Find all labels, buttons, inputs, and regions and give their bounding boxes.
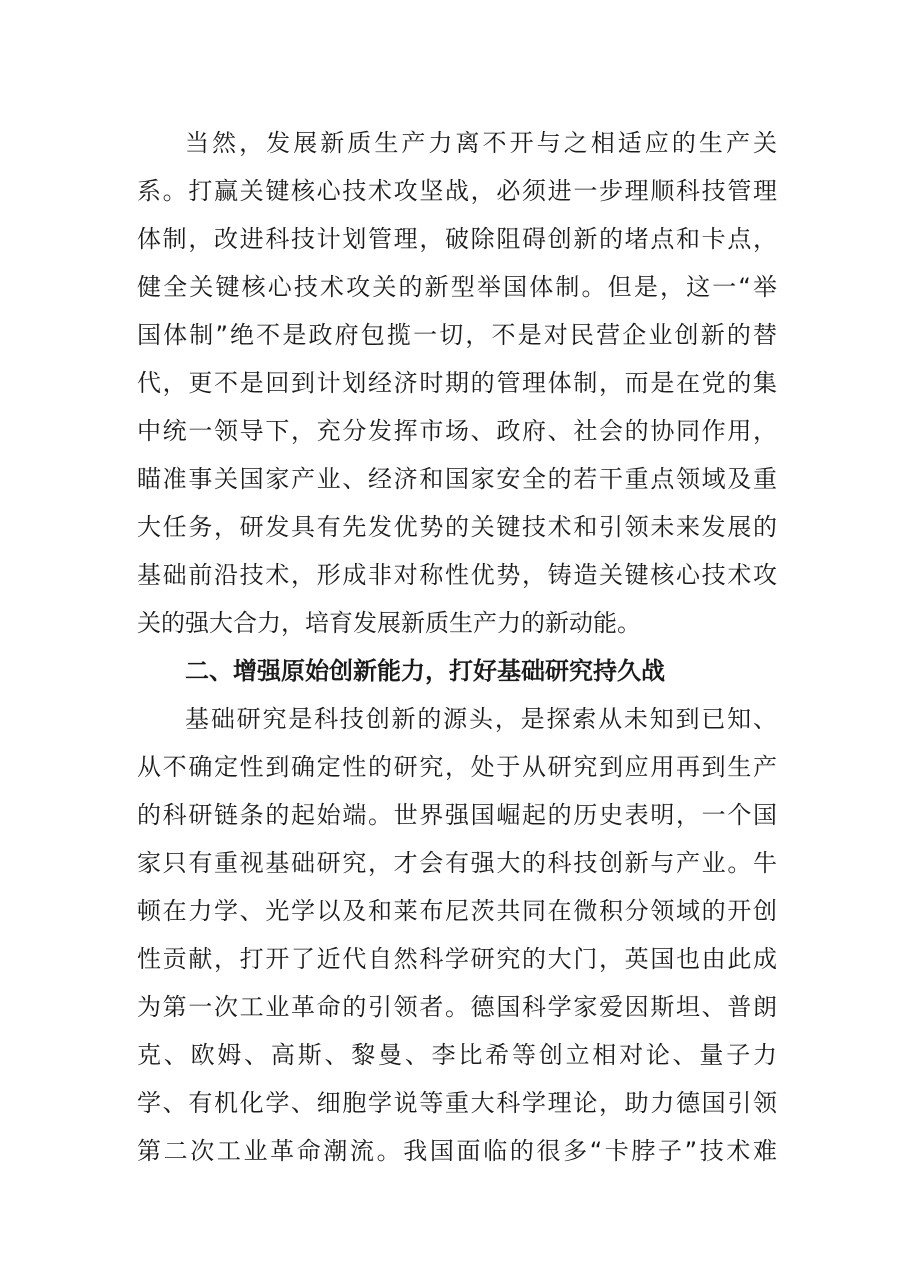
paragraph-1-line-10: 基础前沿技术，形成非对称性优势，铸造关键核心技术攻 [137, 561, 777, 589]
paragraph-2-line-6: 性贡献，打开了近代自然科学研究的大门，英国也由此成 [137, 945, 777, 973]
paragraph-1-line-2: 系。打赢关键核心技术攻坚战，必须进一步理顺科技管理 [137, 177, 777, 205]
paragraph-2-line-1: 基础研究是科技创新的源头，是探索从未知到已知、 [185, 705, 777, 733]
paragraph-1-line-4: 健全关键核心技术攻关的新型举国体制。但是，这一“举 [137, 273, 777, 301]
paragraph-1-line-1: 当然，发展新质生产力离不开与之相适应的生产关 [185, 129, 777, 157]
paragraph-2-line-4: 家只有重视基础研究，才会有强大的科技创新与产业。牛 [137, 849, 777, 877]
paragraph-1-line-3: 体制，改进科技计划管理，破除阻碍创新的堵点和卡点， [137, 225, 777, 253]
paragraph-2-line-9: 学、有机化学、细胞学说等重大科学理论，助力德国引领 [137, 1089, 777, 1117]
paragraph-2-line-10: 第二次工业革命潮流。我国面临的很多“卡脖子”技术难 [137, 1137, 777, 1165]
paragraph-2-line-2: 从不确定性到确定性的研究，处于从研究到应用再到生产 [137, 753, 777, 781]
paragraph-2-line-8: 克、欧姆、高斯、黎曼、李比希等创立相对论、量子力 [137, 1041, 777, 1069]
paragraph-1-line-7: 中统一领导下，充分发挥市场、政府、社会的协同作用， [137, 417, 777, 445]
paragraph-1-line-6: 代，更不是回到计划经济时期的管理体制，而是在党的集 [137, 369, 777, 397]
paragraph-2-line-7: 为第一次工业革命的引领者。德国科学家爱因斯坦、普朗 [137, 993, 777, 1021]
paragraph-2-line-5: 顿在力学、光学以及和莱布尼茨共同在微积分领域的开创 [137, 897, 777, 925]
paragraph-1-line-5: 国体制”绝不是政府包揽一切，不是对民营企业创新的替 [137, 321, 777, 349]
paragraph-1-line-9: 大任务，研发具有先发优势的关键技术和引领未来发展的 [137, 513, 777, 541]
paragraph-1-line-11: 关的强大合力，培育发展新质生产力的新动能。 [137, 609, 641, 637]
paragraph-1-line-8: 瞄准事关国家产业、经济和国家安全的若干重点领域及重 [137, 465, 777, 493]
section-heading: 二、增强原始创新能力，打好基础研究持久战 [185, 657, 665, 685]
paragraph-2-line-3: 的科研链条的起始端。世界强国崛起的历史表明，一个国 [137, 801, 777, 829]
